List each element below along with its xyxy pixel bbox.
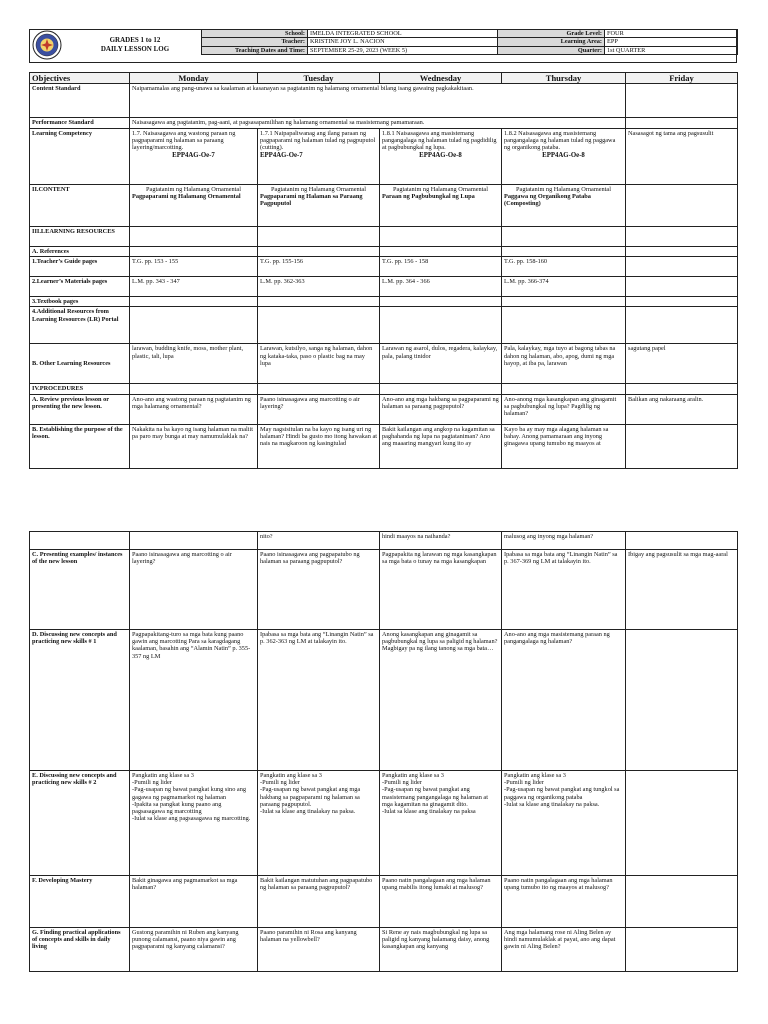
empty-cell xyxy=(502,227,626,247)
purpose-label xyxy=(30,424,130,468)
empty-cell xyxy=(258,307,380,344)
table-row xyxy=(30,384,738,394)
teacher-label: Teacher: xyxy=(202,38,308,46)
content-standard-text: Naipamamalas ang pang-unawa sa kaalaman at kasanayan sa pagtatanim ng halamang ornamental bilang isang gawaing pagkakakitaan. xyxy=(130,84,626,118)
empty-cell xyxy=(380,297,502,307)
empty-cell xyxy=(626,227,738,247)
cont-thu: malusog ang inyong mga halaman? xyxy=(502,532,626,550)
other-fri: sagutang papel xyxy=(626,344,738,384)
purpose-mon: Nakakita na ba kayo ng isang halaman na maliit pa paro may bunga at may namumulaklak na? xyxy=(130,424,258,468)
discussing1-wed: Anong kasangkapan ang ginagamit sa pagbubungkal ng lupa sa paligid ng halaman? Magbigay pa ng ilang tanong sa mga bata… xyxy=(380,630,502,771)
content-thu-topic: Paggawa ng Organikong Pataba (Composting) xyxy=(504,193,591,208)
content-wed-sub: Pagtatanim ng Halamang Ornamental xyxy=(393,186,488,193)
references-label: A. References xyxy=(30,247,130,257)
competency-mon-text: 1.7. Naisasagawa ang wastong paraan ng pagpaparami ng halaman sa paraang layering/marcotting. xyxy=(132,130,236,152)
discussing1-label: D. Discussing new concepts and practicing new skills # 1 xyxy=(30,630,130,771)
table-row xyxy=(30,227,738,247)
content-mon-topic: Pagpaparami ng Halamang Ornamental xyxy=(132,193,241,201)
lm-thu: L.M. pp. 366-374 xyxy=(502,277,626,297)
grade-label: Grade Level: xyxy=(498,30,605,38)
grade-value: FOUR xyxy=(605,30,738,38)
other-thu: Pala, kalaykay, mga tuyo at bagong tabas na dahon ng halaman, abo, apog, dumi ng mga hayop, at iba pa, larawan xyxy=(502,344,626,384)
mastery-wed: Paano natin pangalagaan ang mga halaman upang mabilis itong lumaki at malusog? xyxy=(380,876,502,928)
empty-cell xyxy=(380,307,502,344)
competency-mon-code: EPP4AG-Oe-7 xyxy=(172,151,215,159)
empty-cell xyxy=(130,247,258,257)
discussing2-thu: Pangkatin ang klase sa 3 -Pumili ng lider -Pag-usapan ng bawat pangkat ang tungkol sa paggawa ng organikong pataba -Iulat sa klase ang tinalakay na paksa. xyxy=(502,771,626,876)
header-info-grid xyxy=(201,29,738,55)
lm-mon: L.M. pp. 343 - 347 xyxy=(130,277,258,297)
empty-cell xyxy=(130,227,258,247)
empty-cell xyxy=(626,876,738,928)
lm-tue: L.M. pp. 362-363 xyxy=(258,277,380,297)
empty-cell xyxy=(258,227,380,247)
purpose-tue: May nagsisitulan na ba kayo ng isang uri ng halaman? Hindi ba gusto mo itong hawakan at nais na magkaroon ng kasingtulad xyxy=(258,424,380,468)
tg-tue: T.G. pp. 155-156 xyxy=(258,257,380,277)
purpose-wed: Bakit kailangan ang angkop na kagamitan sa paghahanda ng lupa na pagtataniman? Ano ang maaaring mangyari kung ito ay xyxy=(380,424,502,468)
table-row xyxy=(30,344,738,384)
header-title-line1: GRADES 1 to 12 xyxy=(109,36,161,44)
review-mon: Ano-ano ang wastong paraan ng pagtatanim ng mga halamang ornamental? xyxy=(130,394,258,424)
lesson-log-table-2 xyxy=(29,531,738,972)
teacher-value: KRISTINE JOY L. NACION xyxy=(308,38,498,46)
discussing1-mon: Pagpapakitang-turo sa mga bata kung paano gawin ang marcotting Para sa karagdagang kaalaman, basahin ang “Alamin Natin” p. 355-357 ng LM xyxy=(130,630,258,771)
empty-cell xyxy=(626,384,738,394)
practical-thu: Ang mga halamang rose ni Aling Belen ay hindi namumulaklak at payat, ano ang dapat gawin ni Aling Belen? xyxy=(502,928,626,972)
table-row xyxy=(30,247,738,257)
header-title-line2: DAILY LESSON LOG xyxy=(100,45,170,53)
mastery-mon: Bakit ginagawa ang pagmamarkot sa mga halaman? xyxy=(130,876,258,928)
empty-cell xyxy=(626,771,738,876)
practical-mon: Gustong paramihin ni Ruben ang kanyang punong calamansi, paano niya gawin ang pagpaparami ng kanyang calamansi? xyxy=(130,928,258,972)
empty-cell xyxy=(502,247,626,257)
empty-cell xyxy=(130,532,258,550)
content-thu-sub: Pagtatanim ng Halamang Ornamental xyxy=(516,186,611,193)
other-tue: Larawan, kutsilyo, sanga ng halaman, dahon ng kataka-taka, paso o plastic bag na may lupa xyxy=(258,344,380,384)
empty-cell xyxy=(626,185,738,227)
content-standard-label: Content Standard xyxy=(30,84,130,118)
empty-cell xyxy=(502,307,626,344)
empty-cell xyxy=(626,424,738,468)
table-row xyxy=(30,394,738,424)
purpose-label-letter: B. xyxy=(32,425,38,433)
practical-wed: Si Rene ay nais magbubungkal ng lupa sa paligid ng kanyang halamang daisy, anong kasangkapan ang kanyang xyxy=(380,928,502,972)
area-label: Learning Area: xyxy=(498,38,605,46)
empty-cell xyxy=(626,297,738,307)
review-label: A. Review previous lesson or presenting the new lesson. xyxy=(30,394,130,424)
empty-cell xyxy=(502,384,626,394)
other-label: B. Other Learning Resources xyxy=(30,344,130,384)
competency-wed xyxy=(380,129,502,185)
content-wed xyxy=(380,185,502,227)
mastery-thu: Paano natin pangalagaan ang mga halaman upang tumubo ito ng maayos at malusog? xyxy=(502,876,626,928)
empty-cell xyxy=(380,384,502,394)
content-tue xyxy=(258,185,380,227)
col-thursday: Thursday xyxy=(502,73,626,84)
mastery-tue: Bakit kailangan matutuhan ang pagpapatubo ng halaman sa paraang pagpuputol? xyxy=(258,876,380,928)
presenting-fri: Ibigay ang pagsusulit sa mga mag-aaral xyxy=(626,550,738,630)
competency-wed-code: EPP4AG-Oe-8 xyxy=(419,151,462,159)
review-tue: Paano isinasagawa ang marcotting o air layering? xyxy=(258,394,380,424)
competency-thu xyxy=(502,129,626,185)
school-value: IMELDA INTEGRATED SCHOOL xyxy=(308,30,498,38)
col-wednesday: Wednesday xyxy=(380,73,502,84)
competency-mon xyxy=(130,129,258,185)
discussing1-tue: Ipabasa sa mga bata ang “Linangin Natin” sa p. 362-363 ng LM at talakayin ito. xyxy=(258,630,380,771)
empty-cell xyxy=(30,532,130,550)
performance-standard-label: Performance Standard xyxy=(30,118,130,129)
competency-fri: Nasasagot ng tama ang pagsusulit xyxy=(626,129,738,185)
table-row xyxy=(30,84,738,118)
competency-tue-code: EPP4AG-Oe-7 xyxy=(260,151,303,159)
empty-cell xyxy=(502,297,626,307)
content-thu xyxy=(502,185,626,227)
discussing1-thu: Ano-ano ang mga masistemang paraan ng pangangalaga ng halaman? xyxy=(502,630,626,771)
lm-wed: L.M. pp. 364 - 366 xyxy=(380,277,502,297)
school-label: School: xyxy=(202,30,308,38)
cont-wed: hindi maayos na naihanda? xyxy=(380,532,502,550)
dates-label: Teaching Dates and Time: xyxy=(202,46,308,54)
lesson-log-table-1 xyxy=(29,72,738,469)
empty-cell xyxy=(258,297,380,307)
empty-cell xyxy=(258,247,380,257)
table-row xyxy=(30,550,738,630)
table-row xyxy=(30,771,738,876)
header-title xyxy=(70,36,200,54)
table-row xyxy=(30,876,738,928)
table-row xyxy=(30,118,738,129)
textbook-label: 3.Textbook pages xyxy=(30,297,130,307)
content-mon xyxy=(130,185,258,227)
competency-tue xyxy=(258,129,380,185)
col-monday: Monday xyxy=(130,73,258,84)
empty-cell xyxy=(626,928,738,972)
deped-seal-icon xyxy=(32,30,62,60)
presenting-mon: Paano isinasagawa ang marcotting o air layering? xyxy=(130,550,258,630)
review-fri: Balikan ang nakaraang aralin. xyxy=(626,394,738,424)
empty-cell xyxy=(130,307,258,344)
presenting-tue: Paano isinasagawa ang pagpapatubo ng halaman sa paraang pagpuputol? xyxy=(258,550,380,630)
table-row xyxy=(30,257,738,277)
lm-label: 2.Learner’s Materials pages xyxy=(30,277,130,297)
presenting-thu: Ipabasa sa mga bata ang “Linangin Natin” sa p. 367-369 ng LM at talakayin ito. xyxy=(502,550,626,630)
purpose-thu: Kayo ba ay may mga alagang halaman sa bahay. Anong pamamaraan ang inyong ginagawa upang tumubo ng maayos at xyxy=(502,424,626,468)
tg-thu: T.G. pp. 158-160 xyxy=(502,257,626,277)
discussing2-tue: Pangkatin ang klase sa 3 -Pumili ng lider -Pag-usapan ng bawat pangkat ang mga hakbang sa pagpaparami ng halaman sa paraang pagpuputol. -Iulat sa klase ang tinalakay na paksa. xyxy=(258,771,380,876)
competency-thu-code: EPP4AG-Oe-8 xyxy=(542,151,585,159)
col-friday: Friday xyxy=(626,73,738,84)
col-tuesday: Tuesday xyxy=(258,73,380,84)
discussing2-label: E. Discussing new concepts and practicing new skills # 2 xyxy=(30,771,130,876)
table-row xyxy=(30,185,738,227)
presenting-label: C. Presenting examples/ instances of the new lesson xyxy=(30,550,130,630)
resources-label: III.LEARNING RESOURCES xyxy=(30,227,130,247)
table-row xyxy=(30,277,738,297)
empty-cell xyxy=(626,532,738,550)
performance-standard-text: Naisasagawa ang pagtatanim, pag-aani, at pagsasapamilihan ng halamang ornamental sa masistemang pamamaraan. xyxy=(130,118,626,129)
empty-cell xyxy=(130,297,258,307)
empty-cell xyxy=(626,118,738,129)
empty-cell xyxy=(258,384,380,394)
mastery-label: F. Developing Mastery xyxy=(30,876,130,928)
content-wed-topic: Paraan ng Pagbubungkal ng Lupa xyxy=(382,193,475,201)
table-row xyxy=(30,129,738,185)
empty-cell xyxy=(626,630,738,771)
competency-tue-text: 1.7.1 Naipapaliwanag ang ilang paraan ng pagpaparami ng halaman tulad ng pagpuputol (cutting). xyxy=(260,130,376,152)
review-wed: Ano-ano ang mga hakbang sa pagpaparami ng halaman sa paraang pagpuputol? xyxy=(380,394,502,424)
other-wed: Larawan ng asarol, dulos, regadera, kalaykay, pala, palang tinidor xyxy=(380,344,502,384)
table-row xyxy=(30,297,738,307)
lr-portal-label: 4.Additional Resources from Learning Resources (LR) Portal xyxy=(30,307,130,344)
empty-cell xyxy=(626,307,738,344)
content-tue-topic: Pagpaparami ng Halaman sa Paraang Pagpuputol xyxy=(260,193,363,208)
empty-cell xyxy=(626,257,738,277)
empty-cell xyxy=(626,84,738,118)
empty-cell xyxy=(626,247,738,257)
practical-label: G. Finding practical applications of concepts and skills in daily living xyxy=(30,928,130,972)
tg-wed: T.G. pp. 156 - 158 xyxy=(380,257,502,277)
table-row xyxy=(30,928,738,972)
competency-label: Learning Competency xyxy=(30,129,130,185)
table-row xyxy=(30,630,738,771)
presenting-wed: Pagpapakita ng larawan ng mga kasangkapan sa mga bata o tunay na mga kasangkapan xyxy=(380,550,502,630)
quarter-value: 1st QUARTER xyxy=(605,46,738,54)
other-mon: larawan, budding knife, moss, mother plant, plastic, tali, lupa xyxy=(130,344,258,384)
table-row xyxy=(30,424,738,468)
area-value: EPP xyxy=(605,38,738,46)
practical-tue: Paano paramihin ni Rosa ang kanyang halaman na yellowbell? xyxy=(258,928,380,972)
quarter-label: Quarter: xyxy=(498,46,605,54)
dates-value: SEPTEMBER 25-29, 2023 (WEEK 5) xyxy=(308,46,498,54)
table-row xyxy=(30,532,738,550)
content-tue-sub: Pagtatanim ng Halamang Ornamental xyxy=(271,186,366,193)
content-label: II.CONTENT xyxy=(30,185,130,227)
procedures-label: IV.PROCEDURES xyxy=(30,384,130,394)
review-thu: Ano-anong mga kasangkapan ang ginagamit sa pagbubungkal ng lupa? Pagdilig ng halaman? xyxy=(502,394,626,424)
discussing2-mon: Pangkatin ang klase sa 3 -Pumili ng lider -Pag-usapan ng bawat pangkat kung sino ang gagawa ng pagmamarkot ng halaman -Ipakita sa pangkat kung paano ang pagsasagawa ng marcotting -Iulat sa klase ang pagsasagawa ng marcotting. xyxy=(130,771,258,876)
discussing2-wed: Pangkatin ang klase sa 3 -Pumili ng lider -Pag-usapan ng bawat pangkat ang masistemang pangangalaga ng halaman at mga kagamitan na ginagamit dito. -Iulat sa klase ang tinalakay na paksa xyxy=(380,771,502,876)
empty-cell xyxy=(626,277,738,297)
empty-cell xyxy=(380,247,502,257)
content-mon-sub: Pagtatanim ng Halamang Ornamental xyxy=(146,186,241,193)
purpose-label-text: Establishing the purpose of the lesson. xyxy=(32,425,123,440)
table-row xyxy=(30,307,738,344)
empty-cell xyxy=(130,384,258,394)
competency-thu-text: 1.8.2 Naisasagawa ang masistemang pangangalaga ng halaman tulad ng paggawa ng organikong pataba. xyxy=(504,130,616,152)
tg-label: 1.Teacher’s Guide pages xyxy=(30,257,130,277)
cont-tue: nito? xyxy=(258,532,380,550)
tg-mon: T.G. pp. 153 - 155 xyxy=(130,257,258,277)
competency-wed-text: 1.8.1 Naisasagawa ang masistemang pangangalaga ng halaman tulad ng pagdidilig at pagbubungkal ng lupa. xyxy=(382,130,497,152)
empty-cell xyxy=(380,227,502,247)
col-objectives: Objectives xyxy=(30,73,130,84)
